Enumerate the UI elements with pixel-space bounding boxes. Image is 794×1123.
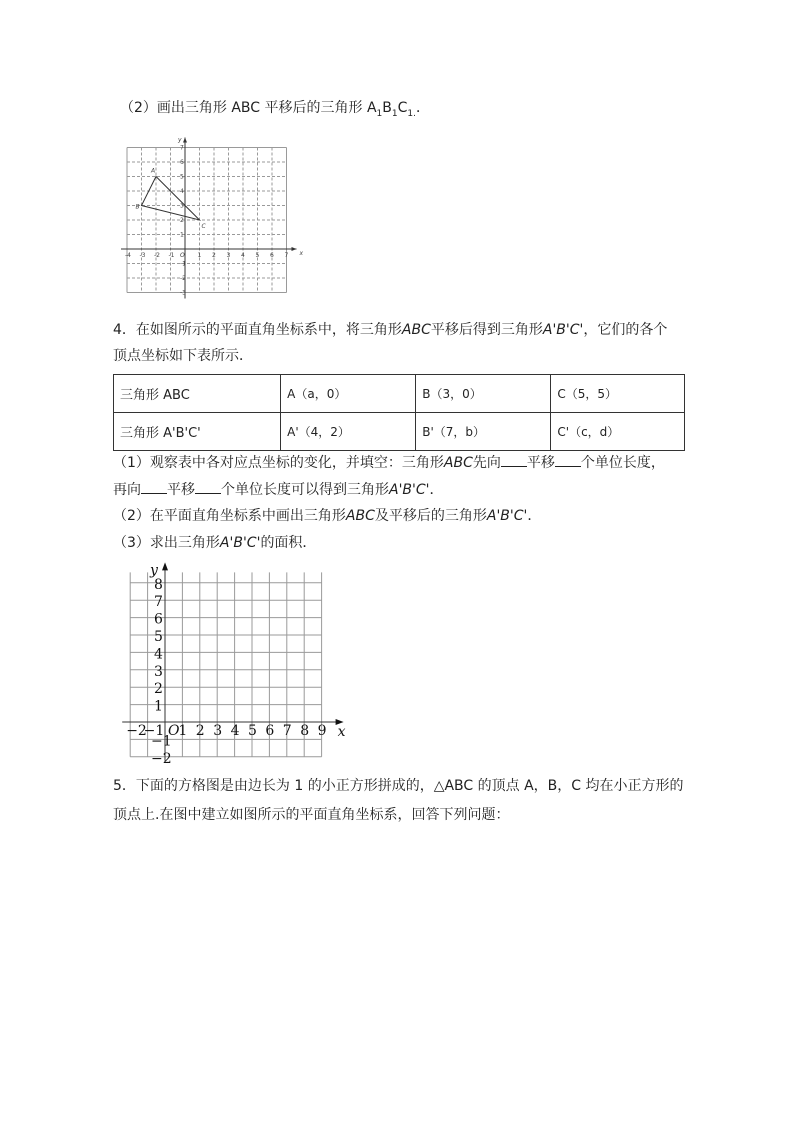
- y-axis-arrow: [183, 138, 187, 143]
- q4-sub2: （2）在平面直角坐标系中画出三角形ABC及平移后的三角形A'B'C'．: [113, 508, 542, 524]
- x-tick-label: 5: [255, 252, 260, 259]
- point-c-label: C: [201, 223, 206, 230]
- y-tick-label: 7: [180, 144, 184, 152]
- graph-2-coordinate-grid: [118, 560, 348, 770]
- table-cell: 三角形 A'B'C': [114, 413, 281, 451]
- x-tick-label: 6: [270, 252, 274, 259]
- fill-blank[interactable]: [141, 479, 167, 494]
- x-tick-label: 4: [230, 723, 240, 739]
- y-tick-label: −2: [151, 750, 172, 767]
- x-axis-label: x: [337, 724, 346, 740]
- coordinates-table: [113, 374, 685, 451]
- table-cell: B'（7，b）: [416, 413, 551, 451]
- fill-blank[interactable]: [555, 452, 581, 467]
- y-tick-label: 6: [154, 611, 163, 628]
- y-tick-label: 3: [180, 202, 184, 210]
- table-cell: C（5，5）: [551, 375, 685, 413]
- x-tick-label: 9: [317, 723, 327, 739]
- x-tick-label: −1: [143, 723, 165, 739]
- x-tick-label: -1: [168, 252, 175, 259]
- q2-text: （2）画出三角形 ABC 平移后的三角形 $A_1B_1C_{1.}$．: [120, 100, 430, 119]
- y-tick-label: 2: [180, 217, 184, 224]
- table-cell: B（3，0）: [416, 375, 551, 413]
- x-tick-label: 1: [178, 723, 188, 739]
- q5-line-2: 顶点上.在图中建立如图所示的平面直角坐标系，回答下列问题：: [113, 807, 510, 823]
- y-tick-label: 7: [154, 594, 163, 611]
- q5-line-1: 5．下面的方格图是由边长为 1 的小正方形拼成的，△ABC 的顶点 A，B，C 均在小正方形的: [113, 778, 684, 794]
- y-tick-label: 1: [180, 231, 184, 239]
- y-tick-label: 2: [154, 681, 163, 698]
- y-axis-label: y: [150, 562, 158, 579]
- x-tick-label: -3: [139, 252, 146, 259]
- y-tick-label: -3: [180, 289, 186, 297]
- table-row: [114, 375, 685, 413]
- y-axis-label: y: [178, 136, 182, 144]
- x-tick-label: −2: [126, 723, 147, 739]
- point-a-label: A: [151, 167, 156, 175]
- q4-sub1-line-1: （1）观察表中各对应点坐标的变化，并填空：三角形ABC先向 平移 个单位长度，: [113, 452, 665, 473]
- q4-sub3: （3）求出三角形A'B'C'的面积．: [113, 535, 317, 551]
- q4-sub1-line-2: 再向 平移 个单位长度可以得到三角形A'B'C'．: [113, 479, 444, 500]
- x-axis-label: x: [299, 250, 304, 257]
- y-tick-label: 3: [154, 663, 163, 680]
- table-cell: A'（4，2）: [281, 413, 416, 451]
- x-tick-label: 1: [197, 252, 202, 259]
- table-row: [114, 413, 685, 451]
- x-tick-label: 3: [213, 723, 223, 739]
- x-tick-label: 8: [300, 723, 310, 739]
- y-tick-label: 5: [180, 173, 184, 181]
- x-tick-label: 4: [241, 252, 245, 259]
- origin-label: O: [180, 252, 185, 259]
- y-axis-arrow: [162, 562, 168, 570]
- origin-label: O: [168, 723, 180, 739]
- x-tick-label: 5: [248, 723, 257, 739]
- x-tick-label: 7: [284, 252, 289, 259]
- table-cell: A（a，0）: [281, 375, 416, 413]
- x-tick-label: -4: [125, 252, 131, 259]
- x-tick-label: 7: [282, 723, 292, 739]
- table-cell: C'（c，d）: [551, 413, 685, 451]
- q4-line-2: 顶点坐标如下表所示．: [113, 348, 253, 364]
- fill-blank[interactable]: [501, 452, 527, 467]
- q4-line-1: 4．在如图所示的平面直角坐标系中，将三角形ABC平移后得到三角形A'B'C'，它们的各个: [113, 322, 668, 338]
- y-tick-label: 6: [180, 159, 184, 166]
- y-tick-label: 1: [154, 698, 163, 715]
- x-tick-label: 3: [226, 252, 231, 259]
- y-tick-label: -2: [180, 275, 186, 282]
- x-tick-label: 2: [195, 723, 205, 739]
- x-tick-label: -2: [154, 252, 160, 259]
- y-tick-label: -1: [180, 260, 186, 268]
- y-tick-label: −1: [151, 733, 172, 750]
- x-tick-label: 2: [212, 252, 216, 259]
- graph-1-coordinate-grid: [115, 125, 315, 305]
- y-tick-label: 8: [154, 576, 163, 593]
- table-cell: 三角形 ABC: [114, 375, 281, 413]
- x-tick-label: 6: [265, 723, 275, 739]
- x-axis-arrow: [292, 247, 297, 251]
- fill-blank[interactable]: [195, 479, 221, 494]
- y-tick-label: 4: [180, 188, 184, 195]
- y-tick-label: 4: [154, 646, 163, 663]
- point-b-label: B: [135, 203, 140, 211]
- y-tick-label: 5: [154, 629, 163, 645]
